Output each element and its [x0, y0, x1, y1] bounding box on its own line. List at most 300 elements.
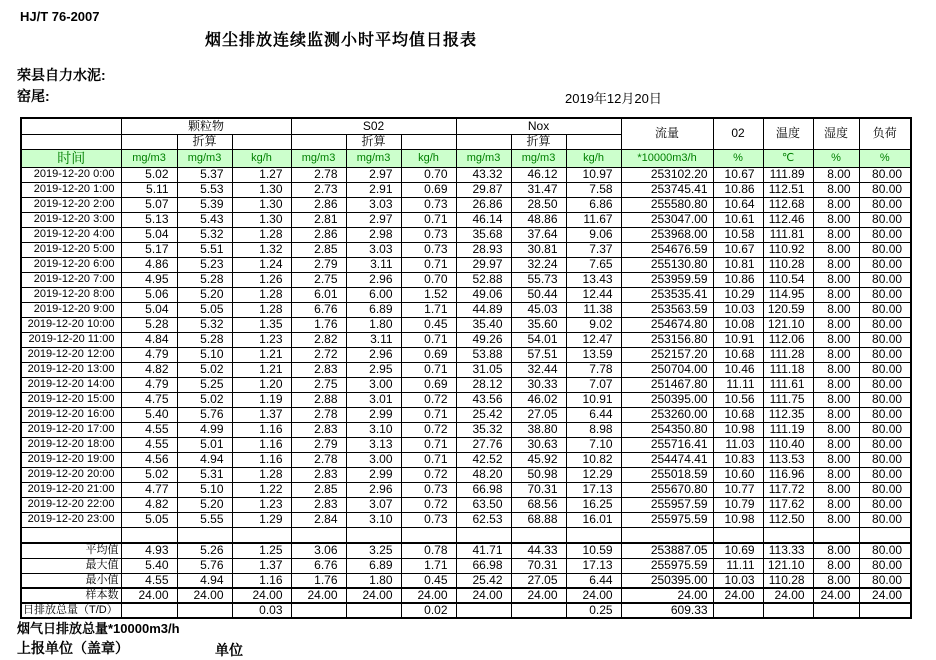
- value-cell: 46.14: [456, 212, 511, 227]
- value-cell: 254674.80: [621, 317, 713, 332]
- value-cell: 0.69: [401, 347, 456, 362]
- value-cell: 111.89: [763, 167, 813, 182]
- value-cell: 8.00: [813, 543, 859, 558]
- value-cell: 3.11: [346, 257, 401, 272]
- value-cell: 8.00: [813, 407, 859, 422]
- value-cell: 80.00: [859, 437, 911, 452]
- value-cell: [346, 527, 401, 543]
- value-cell: 253968.00: [621, 227, 713, 242]
- table-row: [21, 257, 911, 272]
- row-label-cell: 2019-12-20 22:00: [21, 497, 121, 512]
- unit-cell: mg/m3: [291, 149, 346, 167]
- value-cell: 112.35: [763, 407, 813, 422]
- value-cell: 1.30: [232, 197, 291, 212]
- value-cell: 2.95: [346, 362, 401, 377]
- value-cell: 113.53: [763, 452, 813, 467]
- value-cell: 31.47: [511, 182, 566, 197]
- row-label-cell: 2019-12-20 21:00: [21, 482, 121, 497]
- value-cell: 50.44: [511, 287, 566, 302]
- value-cell: 8.00: [813, 332, 859, 347]
- value-cell: 253156.80: [621, 332, 713, 347]
- group-header-so2: S02: [291, 118, 456, 134]
- table-row: [21, 182, 911, 197]
- value-cell: 80.00: [859, 543, 911, 558]
- value-cell: 8.00: [813, 497, 859, 512]
- value-cell: 5.76: [177, 407, 232, 422]
- value-cell: 5.13: [121, 212, 177, 227]
- report-title: 烟尘排放连续监测小时平均值日报表: [205, 32, 478, 49]
- value-cell: 8.00: [813, 482, 859, 497]
- value-cell: 11.11: [713, 558, 763, 573]
- value-cell: 80.00: [859, 242, 911, 257]
- value-cell: 254676.59: [621, 242, 713, 257]
- value-cell: 4.82: [121, 362, 177, 377]
- value-cell: 250395.00: [621, 573, 713, 588]
- value-cell: 10.91: [566, 392, 621, 407]
- value-cell: 6.44: [566, 573, 621, 588]
- value-cell: 11.67: [566, 212, 621, 227]
- value-cell: [813, 603, 859, 618]
- value-cell: 0.78: [401, 543, 456, 558]
- value-cell: 5.23: [177, 257, 232, 272]
- unit-cell: %: [713, 149, 763, 167]
- unit-label: 单位: [215, 642, 243, 658]
- value-cell: 2.97: [346, 167, 401, 182]
- value-cell: 2.96: [346, 482, 401, 497]
- time-header: 时间: [21, 149, 121, 167]
- value-cell: 2.85: [291, 242, 346, 257]
- value-cell: 5.32: [177, 227, 232, 242]
- value-cell: 5.28: [177, 272, 232, 287]
- unit-cell: mg/m3: [456, 149, 511, 167]
- value-cell: [511, 527, 566, 543]
- report-date: 2019年12月20日: [565, 91, 662, 106]
- value-cell: 8.00: [813, 287, 859, 302]
- value-cell: 4.77: [121, 482, 177, 497]
- value-cell: 1.32: [232, 242, 291, 257]
- blank-subheader: [232, 134, 291, 149]
- value-cell: 0.70: [401, 167, 456, 182]
- unit-cell: *10000m3/h: [621, 149, 713, 167]
- table-row: [21, 512, 911, 527]
- value-cell: 2.96: [346, 272, 401, 287]
- value-cell: 5.02: [177, 362, 232, 377]
- value-cell: 28.50: [511, 197, 566, 212]
- value-cell: 57.51: [511, 347, 566, 362]
- value-cell: 24.00: [346, 588, 401, 603]
- value-cell: 80.00: [859, 257, 911, 272]
- value-cell: 4.95: [121, 272, 177, 287]
- value-cell: 10.98: [713, 422, 763, 437]
- value-cell: 12.47: [566, 332, 621, 347]
- value-cell: 80.00: [859, 573, 911, 588]
- value-cell: 70.31: [511, 558, 566, 573]
- value-cell: 24.00: [713, 588, 763, 603]
- value-cell: 6.86: [566, 197, 621, 212]
- value-cell: 4.93: [121, 543, 177, 558]
- value-cell: 255130.80: [621, 257, 713, 272]
- value-cell: 8.00: [813, 362, 859, 377]
- value-cell: 0.72: [401, 497, 456, 512]
- value-cell: 11.38: [566, 302, 621, 317]
- value-cell: 2.75: [291, 377, 346, 392]
- value-cell: 7.78: [566, 362, 621, 377]
- value-cell: 24.00: [859, 588, 911, 603]
- table-row: [21, 377, 911, 392]
- value-cell: 3.11: [346, 332, 401, 347]
- value-cell: 5.10: [177, 347, 232, 362]
- value-cell: 0.25: [566, 603, 621, 618]
- value-cell: 121.10: [763, 317, 813, 332]
- row-label-cell: 2019-12-20 17:00: [21, 422, 121, 437]
- value-cell: 80.00: [859, 272, 911, 287]
- value-cell: [813, 527, 859, 543]
- row-label-cell: 2019-12-20 18:00: [21, 437, 121, 452]
- value-cell: 1.71: [401, 302, 456, 317]
- value-cell: 8.00: [813, 212, 859, 227]
- value-cell: 6.89: [346, 558, 401, 573]
- value-cell: 5.76: [177, 558, 232, 573]
- value-cell: 5.31: [177, 467, 232, 482]
- value-cell: 252157.20: [621, 347, 713, 362]
- value-cell: 5.25: [177, 377, 232, 392]
- value-cell: 4.55: [121, 573, 177, 588]
- value-cell: 80.00: [859, 392, 911, 407]
- value-cell: 5.02: [177, 392, 232, 407]
- value-cell: 1.25: [232, 543, 291, 558]
- value-cell: 0.69: [401, 377, 456, 392]
- value-cell: 5.02: [121, 167, 177, 182]
- value-cell: 609.33: [621, 603, 713, 618]
- value-cell: 0.72: [401, 422, 456, 437]
- spacer-row: [21, 527, 911, 543]
- row-label-cell: 2019-12-20 5:00: [21, 242, 121, 257]
- value-cell: 110.28: [763, 573, 813, 588]
- value-cell: 5.07: [121, 197, 177, 212]
- value-cell: 27.05: [511, 407, 566, 422]
- value-cell: 1.21: [232, 362, 291, 377]
- value-cell: 6.00: [346, 287, 401, 302]
- value-cell: 253260.00: [621, 407, 713, 422]
- row-label-cell: 2019-12-20 8:00: [21, 287, 121, 302]
- value-cell: 4.84: [121, 332, 177, 347]
- value-cell: 111.19: [763, 422, 813, 437]
- value-cell: 254350.80: [621, 422, 713, 437]
- row-label-cell: 2019-12-20 7:00: [21, 272, 121, 287]
- value-cell: 6.44: [566, 407, 621, 422]
- row-label-cell: 2019-12-20 16:00: [21, 407, 121, 422]
- value-cell: 6.76: [291, 558, 346, 573]
- value-cell: 1.23: [232, 497, 291, 512]
- value-cell: 80.00: [859, 212, 911, 227]
- value-cell: 2.97: [346, 212, 401, 227]
- value-cell: 255716.41: [621, 437, 713, 452]
- value-cell: 52.88: [456, 272, 511, 287]
- row-label-cell: 2019-12-20 2:00: [21, 197, 121, 212]
- value-cell: 10.68: [713, 407, 763, 422]
- value-cell: 35.60: [511, 317, 566, 332]
- value-cell: 45.92: [511, 452, 566, 467]
- value-cell: 3.25: [346, 543, 401, 558]
- value-cell: 4.79: [121, 347, 177, 362]
- row-label-cell: 2019-12-20 11:00: [21, 332, 121, 347]
- value-cell: 31.05: [456, 362, 511, 377]
- value-cell: 3.10: [346, 422, 401, 437]
- value-cell: 4.75: [121, 392, 177, 407]
- value-cell: 4.55: [121, 422, 177, 437]
- value-cell: 112.46: [763, 212, 813, 227]
- value-cell: 10.58: [713, 227, 763, 242]
- value-cell: 110.92: [763, 242, 813, 257]
- value-cell: 1.27: [232, 167, 291, 182]
- value-cell: 111.61: [763, 377, 813, 392]
- value-cell: 55.73: [511, 272, 566, 287]
- value-cell: 116.96: [763, 467, 813, 482]
- value-cell: [713, 603, 763, 618]
- value-cell: 110.40: [763, 437, 813, 452]
- value-cell: [121, 603, 177, 618]
- value-cell: 27.76: [456, 437, 511, 452]
- value-cell: 111.18: [763, 362, 813, 377]
- value-cell: 2.83: [291, 422, 346, 437]
- table-row: [21, 392, 911, 407]
- converted-subheader: 折算: [346, 134, 401, 149]
- value-cell: [511, 603, 566, 618]
- value-cell: 13.59: [566, 347, 621, 362]
- value-cell: 2.86: [291, 197, 346, 212]
- value-cell: 80.00: [859, 452, 911, 467]
- value-cell: 80.00: [859, 302, 911, 317]
- value-cell: 6.01: [291, 287, 346, 302]
- value-cell: 0.71: [401, 452, 456, 467]
- value-cell: 5.32: [177, 317, 232, 332]
- value-cell: 24.00: [177, 588, 232, 603]
- value-cell: 1.37: [232, 558, 291, 573]
- table-row: [21, 407, 911, 422]
- value-cell: 3.03: [346, 242, 401, 257]
- value-cell: [456, 603, 511, 618]
- value-cell: [291, 603, 346, 618]
- value-cell: 1.76: [291, 573, 346, 588]
- value-cell: 5.20: [177, 287, 232, 302]
- row-label-cell: 2019-12-20 13:00: [21, 362, 121, 377]
- value-cell: 63.50: [456, 497, 511, 512]
- value-cell: 38.80: [511, 422, 566, 437]
- value-cell: 110.28: [763, 257, 813, 272]
- value-cell: [291, 527, 346, 543]
- value-cell: 112.50: [763, 512, 813, 527]
- value-cell: 112.06: [763, 332, 813, 347]
- row-label-cell: 平均值: [21, 543, 121, 558]
- value-cell: 1.26: [232, 272, 291, 287]
- value-cell: 4.56: [121, 452, 177, 467]
- value-cell: 24.00: [456, 588, 511, 603]
- row-label-cell: [21, 527, 121, 543]
- value-cell: 29.87: [456, 182, 511, 197]
- table-row: [21, 482, 911, 497]
- value-cell: 70.31: [511, 482, 566, 497]
- value-cell: 0.71: [401, 407, 456, 422]
- value-cell: 1.80: [346, 317, 401, 332]
- value-cell: 1.30: [232, 212, 291, 227]
- unit-cell: ℃: [763, 149, 813, 167]
- value-cell: 24.00: [401, 588, 456, 603]
- value-cell: 10.60: [713, 467, 763, 482]
- table-row: [21, 197, 911, 212]
- blank-subheader: [566, 134, 621, 149]
- value-cell: 8.00: [813, 573, 859, 588]
- company-name: 荣县自力水泥:: [17, 67, 106, 83]
- value-cell: 8.00: [813, 302, 859, 317]
- value-cell: 5.28: [177, 332, 232, 347]
- maximum-row: [21, 558, 911, 573]
- value-cell: 80.00: [859, 182, 911, 197]
- value-cell: 8.00: [813, 437, 859, 452]
- value-cell: 5.53: [177, 182, 232, 197]
- value-cell: 8.00: [813, 197, 859, 212]
- value-cell: 9.06: [566, 227, 621, 242]
- value-cell: 1.30: [232, 182, 291, 197]
- value-cell: 24.00: [291, 588, 346, 603]
- value-cell: 2.82: [291, 332, 346, 347]
- value-cell: [763, 527, 813, 543]
- value-cell: 26.86: [456, 197, 511, 212]
- value-cell: 49.06: [456, 287, 511, 302]
- value-cell: 1.76: [291, 317, 346, 332]
- value-cell: 5.28: [121, 317, 177, 332]
- value-cell: 1.71: [401, 558, 456, 573]
- group-header-nox: Nox: [456, 118, 621, 134]
- table-row: [21, 437, 911, 452]
- value-cell: 10.61: [713, 212, 763, 227]
- value-cell: 255670.80: [621, 482, 713, 497]
- value-cell: 111.81: [763, 227, 813, 242]
- value-cell: 253102.20: [621, 167, 713, 182]
- value-cell: 80.00: [859, 512, 911, 527]
- value-cell: 2.78: [291, 452, 346, 467]
- value-cell: 10.83: [713, 452, 763, 467]
- value-cell: 42.52: [456, 452, 511, 467]
- value-cell: 0.45: [401, 573, 456, 588]
- table-row: [21, 242, 911, 257]
- value-cell: 80.00: [859, 407, 911, 422]
- value-cell: 28.12: [456, 377, 511, 392]
- value-cell: 253745.41: [621, 182, 713, 197]
- value-cell: 5.05: [177, 302, 232, 317]
- value-cell: 25.42: [456, 407, 511, 422]
- value-cell: 41.71: [456, 543, 511, 558]
- value-cell: 4.94: [177, 573, 232, 588]
- value-cell: 10.81: [713, 257, 763, 272]
- row-label-cell: 2019-12-20 1:00: [21, 182, 121, 197]
- value-cell: 1.16: [232, 437, 291, 452]
- value-cell: 8.98: [566, 422, 621, 437]
- value-cell: 2.83: [291, 362, 346, 377]
- minimum-row: [21, 573, 911, 588]
- value-cell: 7.65: [566, 257, 621, 272]
- value-cell: 4.79: [121, 377, 177, 392]
- value-cell: 2.88: [291, 392, 346, 407]
- value-cell: 8.00: [813, 182, 859, 197]
- row-label-cell: 2019-12-20 12:00: [21, 347, 121, 362]
- value-cell: 12.29: [566, 467, 621, 482]
- value-cell: 24.00: [813, 588, 859, 603]
- value-cell: [456, 527, 511, 543]
- value-cell: 255957.59: [621, 497, 713, 512]
- value-cell: 80.00: [859, 362, 911, 377]
- value-cell: 5.01: [177, 437, 232, 452]
- value-cell: 24.00: [121, 588, 177, 603]
- value-cell: 46.12: [511, 167, 566, 182]
- value-cell: 10.67: [713, 167, 763, 182]
- value-cell: 5.37: [177, 167, 232, 182]
- table-row: [21, 467, 911, 482]
- value-cell: 12.44: [566, 287, 621, 302]
- value-cell: 0.03: [232, 603, 291, 618]
- value-cell: 3.00: [346, 452, 401, 467]
- value-cell: 2.72: [291, 347, 346, 362]
- row-label-cell: 2019-12-20 10:00: [21, 317, 121, 332]
- value-cell: [621, 527, 713, 543]
- value-cell: 0.73: [401, 482, 456, 497]
- value-cell: 0.73: [401, 242, 456, 257]
- value-cell: 3.00: [346, 377, 401, 392]
- value-cell: 2.78: [291, 167, 346, 182]
- value-cell: 5.17: [121, 242, 177, 257]
- table-row: [21, 332, 911, 347]
- value-cell: 111.28: [763, 347, 813, 362]
- value-cell: 253563.59: [621, 302, 713, 317]
- value-cell: 10.68: [713, 347, 763, 362]
- corner-cell: [21, 118, 121, 134]
- value-cell: 53.88: [456, 347, 511, 362]
- value-cell: 80.00: [859, 422, 911, 437]
- value-cell: 30.63: [511, 437, 566, 452]
- value-cell: 5.39: [177, 197, 232, 212]
- value-cell: 45.03: [511, 302, 566, 317]
- value-cell: 29.97: [456, 257, 511, 272]
- table-row: [21, 227, 911, 242]
- row-label-cell: 2019-12-20 9:00: [21, 302, 121, 317]
- value-cell: 10.91: [713, 332, 763, 347]
- value-cell: [763, 603, 813, 618]
- value-cell: 7.58: [566, 182, 621, 197]
- value-cell: 8.00: [813, 392, 859, 407]
- value-cell: 4.86: [121, 257, 177, 272]
- value-cell: 253535.41: [621, 287, 713, 302]
- table-row: [21, 452, 911, 467]
- value-cell: 16.01: [566, 512, 621, 527]
- value-cell: 1.35: [232, 317, 291, 332]
- value-cell: 117.72: [763, 482, 813, 497]
- value-cell: 251467.80: [621, 377, 713, 392]
- unit-cell: kg/h: [232, 149, 291, 167]
- value-cell: 110.54: [763, 272, 813, 287]
- value-cell: 1.28: [232, 227, 291, 242]
- value-cell: 5.40: [121, 407, 177, 422]
- value-cell: 4.99: [177, 422, 232, 437]
- value-cell: 5.20: [177, 497, 232, 512]
- value-cell: 0.71: [401, 437, 456, 452]
- value-cell: 35.40: [456, 317, 511, 332]
- value-cell: 0.73: [401, 227, 456, 242]
- value-cell: [177, 603, 232, 618]
- value-cell: 0.72: [401, 392, 456, 407]
- value-cell: 8.00: [813, 467, 859, 482]
- value-cell: 1.20: [232, 377, 291, 392]
- value-cell: 1.24: [232, 257, 291, 272]
- value-cell: 4.94: [177, 452, 232, 467]
